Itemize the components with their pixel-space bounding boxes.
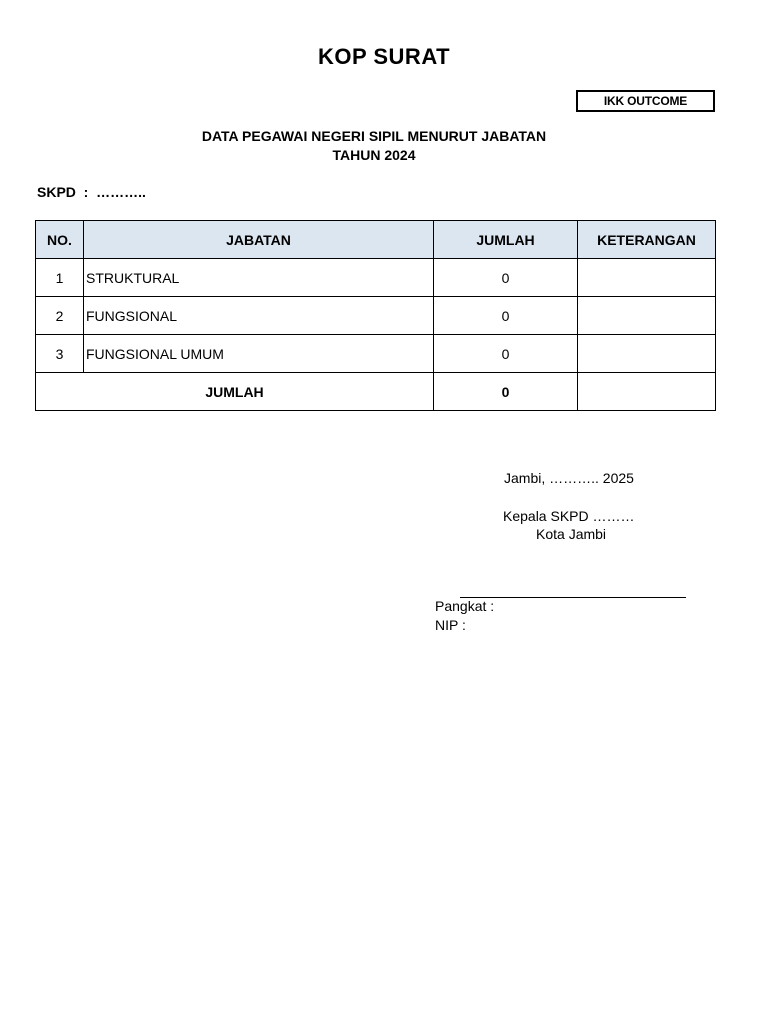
document-title: DATA PEGAWAI NEGERI SIPIL MENURUT JABATAN bbox=[201, 128, 547, 144]
row-jabatan: FUNGSIONAL UMUM bbox=[84, 335, 434, 373]
row-number: 2 bbox=[36, 297, 84, 335]
employee-position-table bbox=[35, 220, 716, 411]
row-number: 3 bbox=[36, 335, 84, 373]
row-keterangan bbox=[578, 297, 716, 335]
table-total-row bbox=[36, 373, 716, 411]
table-header-row bbox=[36, 221, 716, 259]
total-label: JUMLAH bbox=[36, 373, 434, 411]
row-number: 1 bbox=[36, 259, 84, 297]
table-row bbox=[36, 335, 716, 373]
signature-city: Kota Jambi bbox=[536, 526, 607, 542]
signature-nip-field: NIP : bbox=[435, 617, 466, 633]
column-header-no: NO. bbox=[36, 221, 84, 259]
signature-rank-field: Pangkat : bbox=[435, 598, 495, 614]
total-jumlah: 0 bbox=[434, 373, 578, 411]
row-jumlah: 0 bbox=[434, 259, 578, 297]
row-jumlah: 0 bbox=[434, 297, 578, 335]
column-header-jumlah: JUMLAH bbox=[434, 221, 578, 259]
row-jumlah: 0 bbox=[434, 335, 578, 373]
row-keterangan bbox=[578, 259, 716, 297]
signature-official-title: Kepala SKPD ……… bbox=[503, 508, 635, 524]
signature-place-date: Jambi, ……….. 2025 bbox=[504, 470, 634, 486]
total-keterangan bbox=[578, 373, 716, 411]
table-row bbox=[36, 297, 716, 335]
table-row bbox=[36, 259, 716, 297]
row-jabatan: FUNGSIONAL bbox=[84, 297, 434, 335]
ikk-outcome-badge: IKK OUTCOME bbox=[576, 90, 715, 112]
document-year: TAHUN 2024 bbox=[332, 147, 416, 163]
column-header-keterangan: KETERANGAN bbox=[578, 221, 716, 259]
letterhead-placeholder bbox=[0, 36, 768, 70]
row-jabatan: STRUKTURAL bbox=[84, 259, 434, 297]
letterhead-text: KOP SURAT bbox=[317, 44, 451, 69]
row-keterangan bbox=[578, 335, 716, 373]
column-header-jabatan: JABATAN bbox=[84, 221, 434, 259]
skpd-field: SKPD : ……….. bbox=[37, 184, 146, 200]
